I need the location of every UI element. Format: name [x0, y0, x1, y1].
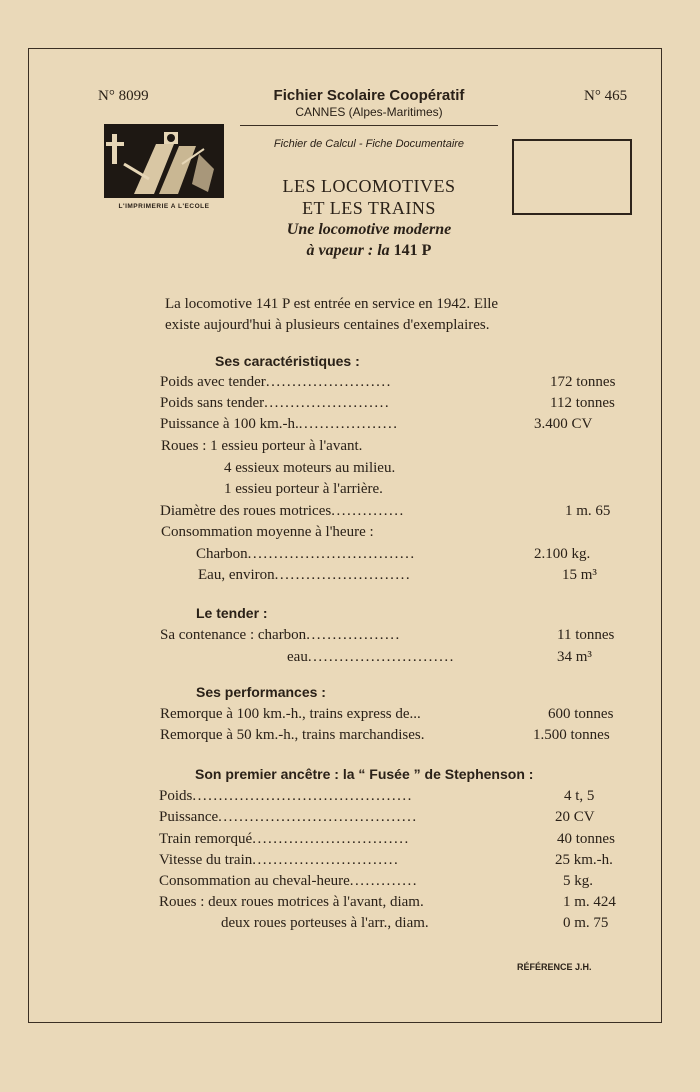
row-dots: ........................ — [264, 395, 391, 411]
row-dots: ........................ — [265, 374, 392, 390]
row-label: Train remorqué — [159, 831, 253, 847]
title-line-4-number: 141 P — [393, 242, 432, 259]
row-label: eau — [287, 649, 308, 665]
card-number-right: N° 465 — [584, 88, 628, 104]
title-line-4 — [240, 242, 498, 260]
row-value: 20 CV — [555, 809, 595, 825]
row-value: 0 m. 75 — [563, 915, 609, 931]
row-dots: .................. — [306, 627, 401, 643]
row-tender-water — [287, 649, 634, 669]
publisher-city: CANNES (Alpes-Maritimes) — [295, 105, 443, 119]
row-value: 1.500 tonnes — [533, 727, 610, 743]
row-dots: ............................ — [252, 852, 400, 868]
row-coal — [196, 546, 634, 566]
section-characteristics: Ses caractéristiques : — [215, 353, 360, 369]
row-ancestor-weight — [159, 788, 633, 808]
intro-line-1: La locomotive 141 P est entrée en service en 1942. Elle — [165, 296, 499, 312]
section-tender: Le tender : — [196, 605, 268, 621]
row-water — [198, 567, 634, 587]
title-line-4-text: à vapeur : la — [306, 242, 390, 259]
row-dots: .............. — [331, 503, 405, 519]
row-weight-without-tender — [160, 395, 634, 415]
row-value: 40 tonnes — [557, 831, 615, 847]
row-label: Poids — [159, 788, 193, 804]
row-value: 15 m³ — [562, 567, 597, 583]
row-ancestor-speed — [159, 852, 633, 872]
row-label: Sa contenance : charbon — [160, 627, 307, 643]
row-dots: .......................................... — [192, 788, 413, 804]
header-divider — [240, 125, 498, 126]
title-line-1: LES LOCOMOTIVES — [282, 176, 456, 196]
row-label: Charbon — [196, 546, 248, 562]
row-freight — [160, 727, 634, 747]
consumption-heading: Consommation moyenne à l'heure : — [161, 524, 374, 540]
card-type: Fichier de Calcul - Fiche Documentaire — [273, 138, 465, 150]
row-ancestor-wheels-rear — [221, 915, 634, 935]
row-express — [160, 706, 634, 726]
row-label: Vitesse du train — [159, 852, 253, 868]
row-value: 2.100 kg. — [534, 546, 591, 562]
logo-caption: L'IMPRIMERIE A L'ECOLE — [118, 203, 210, 210]
wheels-line-3: 1 essieu porteur à l'arrière. — [224, 481, 383, 497]
row-value: 3.400 CV — [534, 416, 593, 432]
row-label: Poids avec tender — [160, 374, 266, 390]
row-value: 34 m³ — [557, 649, 592, 665]
row-ancestor-power — [159, 809, 633, 829]
row-ancestor-wheels-front — [159, 894, 633, 914]
intro-line-2: existe aujourd'hui à plusieurs centaines d'exemplaires. — [165, 317, 490, 333]
row-label: deux roues porteuses à l'arr., diam. — [221, 915, 429, 931]
wheels-line-2: 4 essieux moteurs au milieu. — [224, 460, 396, 476]
row-ancestor-consumption — [159, 873, 633, 893]
row-tender-coal — [160, 627, 634, 647]
row-label: Puissance à 100 km.-h. — [160, 416, 299, 432]
row-label: Diamètre des roues motrices — [160, 503, 332, 519]
row-drive-wheel-diameter — [160, 503, 634, 523]
row-value: 1 m. 424 — [563, 894, 616, 910]
row-label: Roues : deux roues motrices à l'avant, diam. — [159, 894, 424, 910]
row-value: 172 tonnes — [550, 374, 616, 390]
row-ancestor-train-towed — [159, 831, 633, 851]
row-value: 11 tonnes — [557, 627, 615, 643]
row-label: Remorque à 50 km.-h., trains marchandises. — [160, 727, 425, 743]
row-dots: ............................ — [307, 649, 455, 665]
row-power — [160, 416, 634, 436]
section-ancestor: Son premier ancêtre : la “ Fusée ” de Stephenson : — [195, 766, 534, 782]
row-dots: ................... — [298, 416, 399, 432]
row-dots: ............. — [349, 873, 419, 889]
row-label: Consommation au cheval-heure — [159, 873, 350, 889]
publisher-title: Fichier Scolaire Coopératif — [273, 87, 465, 104]
row-dots: ................................ — [247, 546, 416, 562]
card-number-left: N° 8099 — [98, 88, 149, 104]
row-label: Poids sans tender — [160, 395, 265, 411]
row-label: Remorque à 100 km.-h., trains express de... — [160, 706, 421, 722]
wheels-line-1: Roues : 1 essieu porteur à l'avant. — [161, 438, 363, 454]
section-performances: Ses performances : — [196, 684, 326, 700]
row-value: 4 t, 5 — [564, 788, 595, 804]
title-line-2: ET LES TRAINS — [302, 198, 436, 218]
row-value: 1 m. 65 — [565, 503, 611, 519]
row-dots: ...................................... — [218, 809, 418, 825]
row-value: 112 tonnes — [550, 395, 615, 411]
row-dots: .......................... — [274, 567, 412, 583]
row-value: 600 tonnes — [548, 706, 614, 722]
reference-note: RÉFÉRENCE J.H. — [517, 962, 592, 972]
row-label: Puissance — [159, 809, 219, 825]
stamp-box — [512, 139, 632, 215]
row-dots: .............................. — [252, 831, 410, 847]
row-value: 25 km.-h. — [555, 852, 613, 868]
row-label: Eau, environ — [198, 567, 275, 583]
row-value: 5 kg. — [563, 873, 593, 889]
title-line-3: Une locomotive moderne — [286, 221, 452, 238]
row-weight-with-tender — [160, 374, 634, 394]
printing-press-icon — [104, 124, 224, 198]
